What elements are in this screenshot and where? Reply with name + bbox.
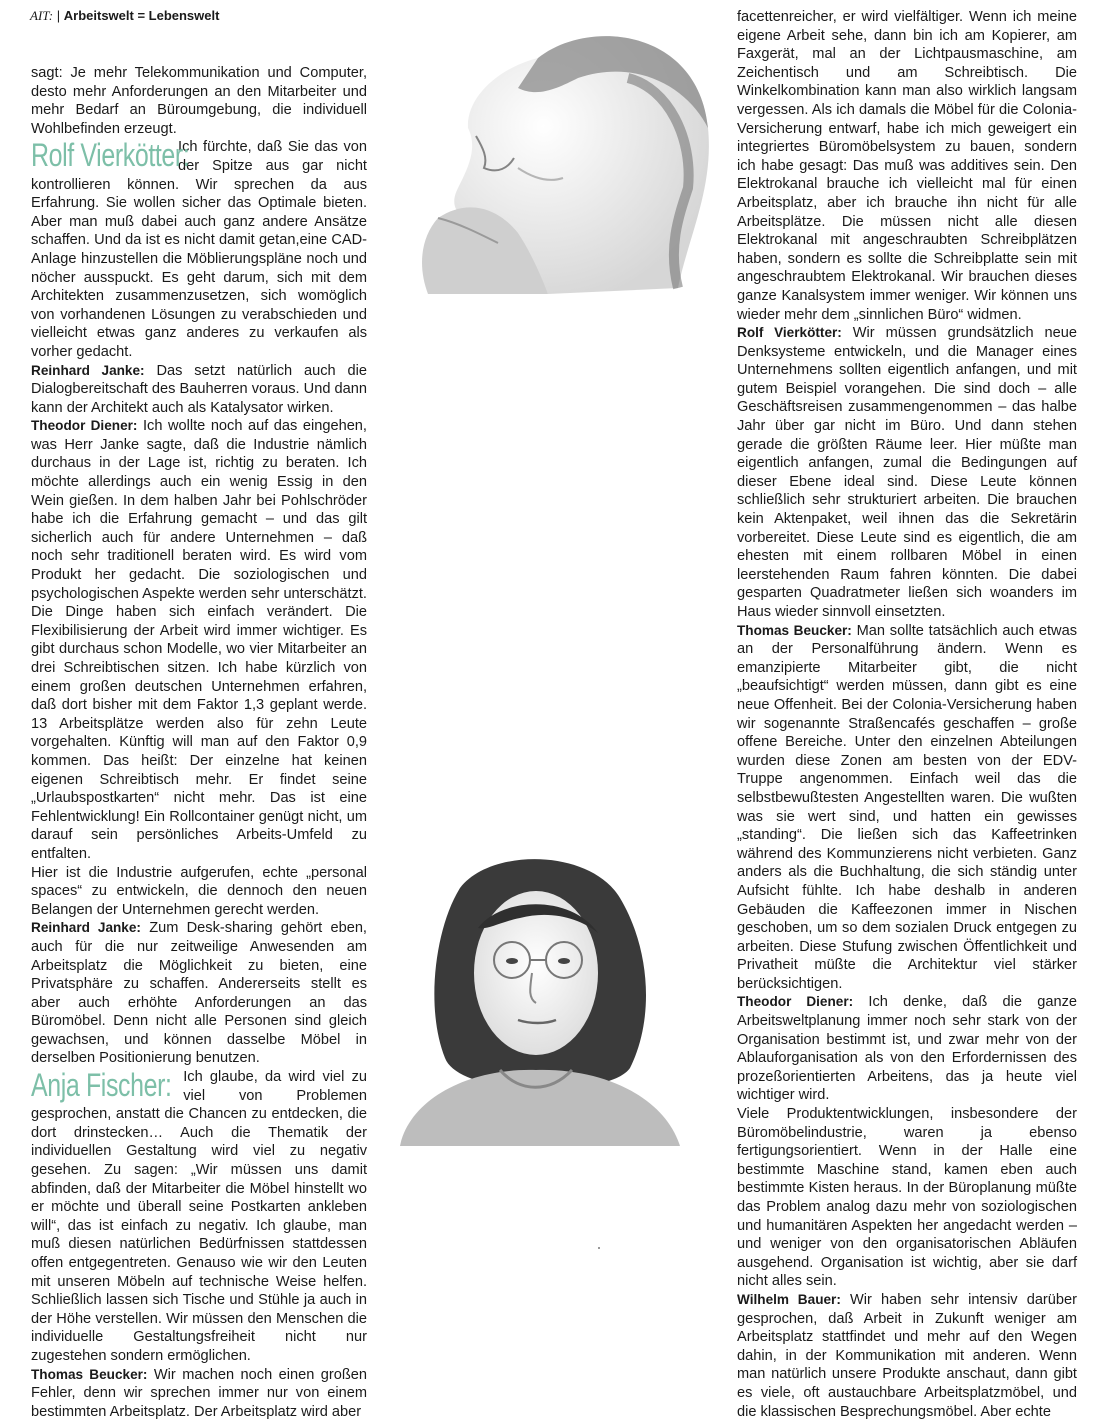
paragraph-text: Zum Desk-sharing gehört eben, auch für die nur zeitweilige Anwesenden am Arbeitsplatz die Möglichkeit zu bieten, eine Privatsphäre zu schaffen. Andererseits stellt es aber auch erhöhte Anforderungen an das Büromöbel. Denn nicht alle Personen sind gleich gewachsen, und können dasselbe Möbel in derselben Positionierung benutzen. xyxy=(31,920,367,1067)
portrait-photo-anja-fischer xyxy=(380,848,686,1146)
paragraph-reinhard-janke-2 xyxy=(31,919,367,1068)
paragraph-continued-2: Viele Produktentwicklungen, insbesondere der Büromöbelindustrie, waren ja ebenso fertigungsorientiert. Wenn in der Halle eine bestimmte Maschine stand, kamen eben auch bestimmte Kisten heraus. In der Büroplanung müßte das Problem analog dazu mehr von soziologischen und humanitären Aspekten her angedacht werden – und weniger von den organisatorischen Abläufen ausgehend. Organisation ist wichtig, aber sie darf nicht alles sein. xyxy=(737,1106,1077,1290)
speaker-name: Reinhard Janke: xyxy=(31,362,145,378)
speaker-name: Rolf Vierkötter: xyxy=(737,325,842,341)
magazine-name: AIT: xyxy=(30,8,54,23)
paragraph-continued: Hier ist die Industrie aufgerufen, echte „personal spaces“ zu entwickeln, die dennoch den neuen Belangen der Unternehmen gerecht werden. xyxy=(31,864,367,918)
speaker-name: Theodor Diener: xyxy=(31,418,138,434)
paragraph-continued: facettenreicher, er wird vielfältiger. Wenn ich meine eigene Arbeit sehe, dann bin ich am Kopierer, am Faxgerät, mal an der Lichtpausmaschine, am Zeichentisch und am Schreibtisch. Die Winkelkombination kann man also wirklich langsam vergessen. Als ich damals die Möbel für die Colonia-Versicherung entwarf, habe ich mich geweigert ein integriertes Büromöbelsystem zu bauen, sondern ich habe gesagt: Das muß was additives sein. Den Elektrokanal brauche ich vielleicht mal für einen Arbeitsplatz, aber ich brauche ihn nicht für alle Arbeitsplätze. Die müssen nicht alle diesen Elektrokanal mit angeschraubten Schreibplätzen haben, sondern es sollte die Schreibplatte sein mit angeschraubtem Elektrokanal. Wir brauchen dieses ganze Kanalsystem immer weniger. Wir können uns wieder mehr dem „sinnlichen Büro“ widmen. xyxy=(737,9,1077,323)
paragraph-text: Ich denke, daß die ganze Arbeitsweltplanung immer noch sehr stark von der Organisation bestimmt ist, und zwar mehr von der Ablauforganisation als von den Erfordernissen des prozeßorientierten Arbeitens, das ja heute viel wichtiger wird. xyxy=(737,994,1078,1104)
paragraph-rolf-vierkoetter-2 xyxy=(737,324,1077,622)
paragraph-rolf-vierkoetter xyxy=(31,138,367,361)
header-separator: | xyxy=(56,8,61,23)
paragraph-text: Wir haben sehr intensiv darüber gesprochen, daß Arbeit in Zukunft weniger am Arbeitsplatz stattfindet und mehr auf den Wegen dahin, in der Kommunikation mit anderen. Wenn man natürlich unsere Produkte anschaut, dann gibt es viele, oft austauchbare Arbeitsplatzmöbel, und die klassischen Besprechungsmöbel. Aber echte xyxy=(737,1291,1078,1420)
speck xyxy=(598,1247,600,1249)
paragraph-theodor-diener xyxy=(31,417,367,863)
paragraph-text: Wir müssen grundsätzlich neue Denksysteme entwickeln, und die Manager eines Unternehmens sollten eigentlich anfangen, und mit gutem Beispiel vorangehen. Die sind doch – alle Geschäftsreisen zusammengenommen – das halbe Jahr über gar nicht im Büro. Und dann stehen gerade die größten Räume leer. Hier müßte man eigentlich anfangen, zumal die Bedingungen auf dieser Ebene ideal sind. Diese Leute können schließlich sehr strukturiert arbeiten. Die brauchen kein Aktenpaket, weil ihnen das die Sekretärin vorbereitet. Diese Leute sind es eigentlich, die am ehesten mit einem rollbaren Möbel in einen leerstehenden Raum fahren könnten. Die dabei gesparten Quadratmeter ließen sich woanders im Haus wieder sinnvoll einsetzten. xyxy=(737,325,1077,620)
speaker-name: Thomas Beucker: xyxy=(737,622,852,638)
speaker-name-large: Rolf Vierkötter: xyxy=(31,137,190,174)
paragraph-text: Das setzt natürlich auch die Dialogbereitschaft des Bauherren voraus. Und dann kann der Architekt auch als Katalysator wirken. xyxy=(31,362,368,416)
paragraph-theodor-diener-2 xyxy=(737,993,1077,1105)
paragraph-text: Wir machen noch einen großen Fehler, denn wir sprechen immer nur von einem bestimmten Arbeitsplatz. Der Arbeitsplatz wird aber xyxy=(31,1366,367,1420)
speaker-name: Wilhelm Bauer: xyxy=(737,1291,841,1307)
speaker-name: Reinhard Janke: xyxy=(31,920,141,936)
paragraph-reinhard-janke xyxy=(31,362,367,418)
intro-paragraph: sagt: Je mehr Telekommunikation und Computer, desto mehr Anforderungen an den Mitarbeiter und mehr Bedarf an Büroumgebung, die individuell Wohlbefinden erzeugt. xyxy=(31,65,367,137)
paragraph-wilhelm-bauer xyxy=(737,1291,1077,1421)
running-header xyxy=(30,8,219,24)
paragraph-anja-fischer xyxy=(31,1068,367,1366)
paragraph-text: Man sollte tatsächlich auch etwas an der Personalführung ändern. Wenn es emanzipierte Mitarbeiter gibt, die nicht „beaufsichtigt“ werden müssen, dann gibt es eine neue Offenheit. Bei der Colonia-Versicherung haben wir sogenannte Straßencafés geschaffen – große offene Bereiche. Unter den einzelnen Abteilungen wurden diese Zonen am besten von der EDV-Truppe angenommen. Einfach weil das die selbstbewußtesten Angestellten waren. Die wußten was sie wert sind, und hatten ein gewisses „standing“. Die ließen sich das Kaffeetrinken während des Kommunzierens nicht verbieten. Ganz anders als die Buchhaltung, die sich ständig unter Aufsicht fühlte. Ich habe deshalb in anderen Gebäuden die Kaffeezonen immer in Nischen geschoben, um so dem sozialen Druck entgegen zu arbeiten. Diese Stufung zwischen Öffentlichkeit und Privatheit müßte die Architektur viel stärker berücksichtigen. xyxy=(737,622,1077,992)
paragraph-thomas-beucker-2 xyxy=(737,622,1077,994)
section-title: Arbeitswelt = Lebenswelt xyxy=(63,8,220,23)
text-column-left xyxy=(31,64,367,1421)
text-column-right xyxy=(737,8,1077,1421)
portrait-photo-rolf-vierkoetter xyxy=(388,18,716,294)
speaker-name-large: Anja Fischer: xyxy=(31,1067,172,1104)
paragraph-text: Ich fürchte, daß Sie das von der Spitze aus gar nicht kontrollieren können. Wir sprechen da aus Erfahrung. Sie wollen sicher das Optimale bieten. Aber man muß dabei auch ganz andere Ansätze schaffen. Und da ist es nicht damit getan,eine CAD-Anlage hinzustellen die Möblierungspläne noch und nöcher ausspuckt. Es geht darum, sich mit dem Architekten zusammenzusetzen, sich womöglich von vorhandenen Lösungen zu verabschieden und vielleicht etwas ganz anderes zu verkaufen als vorher gedacht. xyxy=(31,139,367,360)
speaker-name: Theodor Diener: xyxy=(737,994,854,1010)
paragraph-text: Ich wollte noch auf das eingehen, was Herr Janke sagte, daß die Industrie nämlich durchaus in der Lage ist, richtig zu beraten. Ich möchte allerdings auch ein wenig Essig in den Wein gießen. In dem halben Jahr bei Pohlschröder habe ich die Erfahrung gemacht – und das gilt sicherlich auch für andere Unternehmen – daß noch sehr traditionell beraten wird. Es wird vom Produkt her gedacht. Die soziologischen und psychologischen Aspekte werden sehr unterschätzt. Die Dinge haben sich einfach verändert. Die Flexibilisierung der Arbeit wird immer wichtiger. Es gibt durchaus schon Modelle, wo vier Mitarbeiter an drei Schreibtischen sitzen. Ich habe kürzlich von einem großen deutschen Unternehmen erfahren, daß dort bisher mit dem Faktor 1,3 geplant werde. 13 Arbeitsplätze werden also für zehn Leute vorgehalten. Künftig will man auf den Faktor 0,9 kommen. Das heißt: Der einzelne hat keinen eigenen Schreibtisch mehr. Er findet seine „Urlaubspostkarten“ nicht mehr. Das ist eine Fehlentwicklung! Ein Rollcontainer genügt nicht, um darauf sein persönliches Arbeits-Umfeld zu entfalten. xyxy=(31,418,367,862)
speaker-name: Thomas Beucker: xyxy=(31,1366,148,1382)
paragraph-thomas-beucker xyxy=(31,1366,367,1422)
paragraph-text: Ich glaube, da wird viel zu viel von Problemen gesprochen, anstatt die Chancen zu entdecken, die dort drinstecken… Auch die Thematik der individuellen Gestaltung wird viel zu negativ gesehen. Zu sagen: „Wir müssen uns damit abfinden, daß der Mitarbeiter die Möbel hinstellt wo er möchte und überall seine Postkarten ankleben will“, das ist einfach zu negativ. Ich glaube, man muß diesen natürlichen Bedürfnissen stattdessen offen entgegentreten. Genauso wie wir den Leuten mit unseren Möbeln auf technische Weise helfen. Schließlich lassen sich Tische und Stühle ja auch in der Höhe verstellen. Wir müssen den Menschen die individuelle Gestaltungsfreiheit nicht nur zugestehen sondern ermöglichen. xyxy=(31,1069,367,1364)
